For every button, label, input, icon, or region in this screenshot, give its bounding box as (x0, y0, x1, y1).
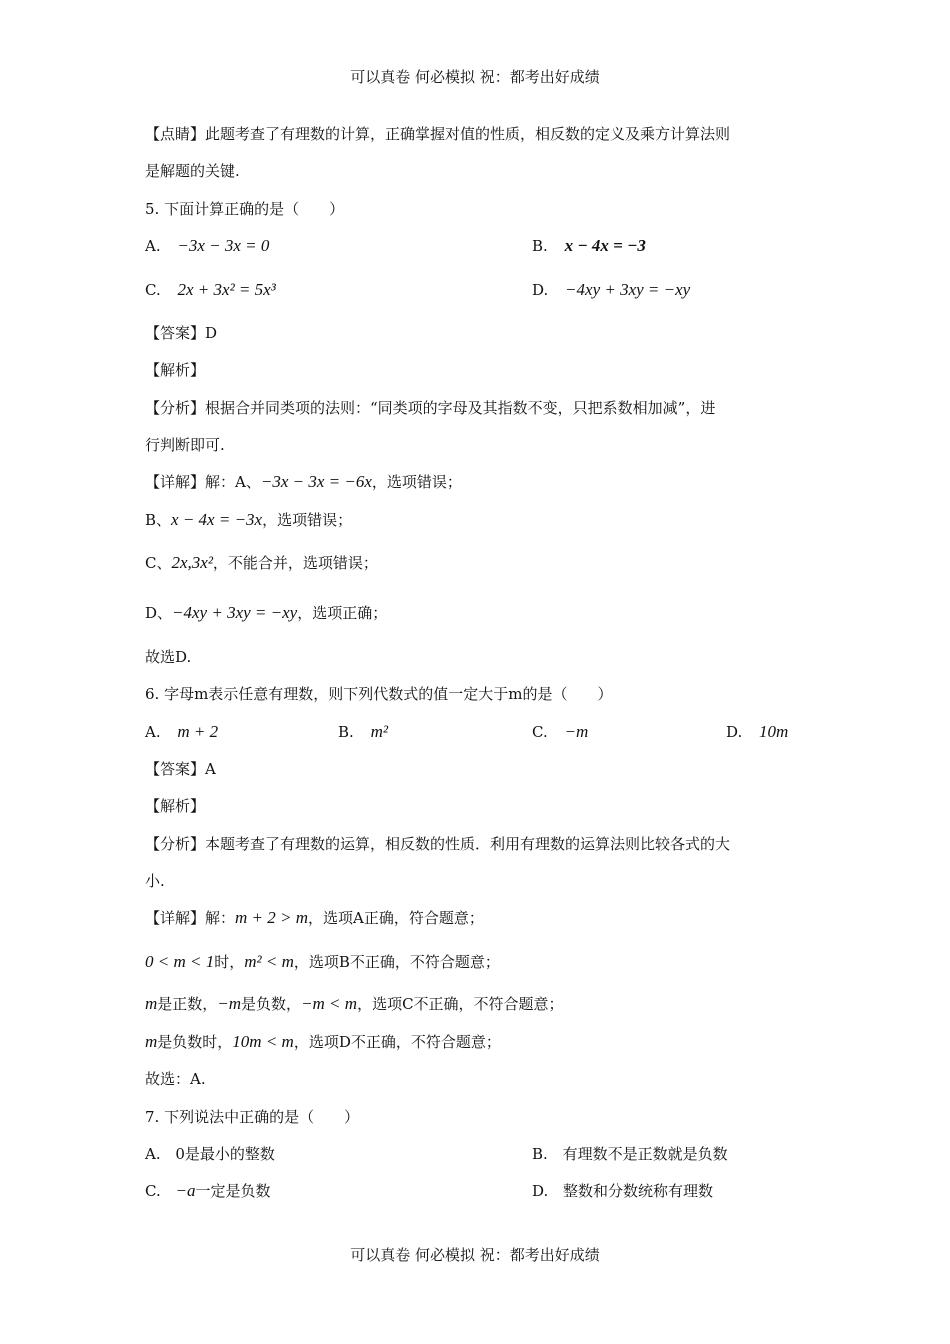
q6-jiexi: 【解析】 (145, 797, 206, 815)
q6-detail-2-math-1: 0 < m < 1 (145, 952, 215, 971)
q5-detail-c-math: 2x,3x² (171, 553, 213, 572)
q7-option-a-label: A. (145, 1145, 161, 1163)
q6-detail-2 (145, 952, 500, 972)
q6-detail-4-text-1: 是负数时， (157, 1033, 233, 1051)
q5-option-b-math: x − 4x = −3 (564, 236, 646, 255)
dianjing-line-2: 是解题的关键. (145, 162, 240, 180)
q5-detail-b-suffix: ，选项错误； (262, 511, 353, 529)
q6-analysis-2: 小. (145, 872, 165, 890)
q5-detail-a-math: −3x − 3x = −6x (260, 472, 372, 491)
question-6-stem: 6. 字母m表示任意有理数，则下列代数式的值一定大于m的是（ ） (145, 685, 613, 703)
q5-detail-d-math: −4xy + 3xy = −xy (172, 603, 298, 622)
q5-option-c-label: C. (145, 281, 161, 299)
q5-conclusion: 故选D. (145, 648, 192, 666)
q6-detail-4-suffix: ，选项D不正确，不符合题意； (293, 1033, 501, 1051)
q6-detail-2-mid: 时， (214, 953, 245, 971)
q6-detail-1-math: m + 2 > m (235, 908, 309, 927)
q6-detail-4-math-2: 10m < m (232, 1032, 294, 1051)
page-footer: 可以真卷 何必模拟 祝：都考出好成绩 (350, 1246, 600, 1264)
q7-option-c (145, 1181, 271, 1201)
question-7-stem: 7. 下列说法中正确的是（ ） (145, 1108, 360, 1126)
q6-detail-3-math-2: −m (217, 994, 242, 1013)
q6-option-d (726, 722, 788, 742)
q6-detail-3-text-2: 是负数， (241, 995, 302, 1013)
q7-option-c-label: C. (145, 1182, 161, 1200)
q5-option-a (145, 236, 269, 256)
q6-option-a-label: A. (145, 723, 161, 741)
q5-option-d-math: −4xy + 3xy = −xy (565, 280, 691, 299)
q5-analysis-2: 行判断即可. (145, 436, 225, 454)
dianjing-line-1: 【点睛】此题考查了有理数的计算，正确掌握对值的性质，相反数的定义及乘方计算法则 (145, 125, 731, 143)
q7-option-c-math: −a (175, 1181, 196, 1200)
q6-option-a-math: m + 2 (177, 722, 219, 741)
q6-option-d-label: D. (726, 723, 743, 741)
q5-jiexi: 【解析】 (145, 361, 206, 379)
q5-analysis-1: 【分析】根据合并同类项的法则：“同类项的字母及其指数不变，只把系数相加减”，进 (145, 399, 716, 417)
q6-option-c-math: −m (564, 722, 589, 741)
q6-detail-1-prefix: 【详解】解： (145, 909, 236, 927)
q6-option-d-math: 10m (759, 722, 789, 741)
q7-option-a-text: 0是最小的整数 (175, 1145, 275, 1163)
q5-detail-d-prefix: D、 (145, 604, 173, 622)
q6-detail-3-suffix: ，选项C不正确，不符合题意； (357, 995, 564, 1013)
q5-detail-d-suffix: ，选项正确； (297, 604, 388, 622)
q6-detail-3-math-3: −m < m (301, 994, 358, 1013)
q6-option-b (338, 722, 388, 742)
q5-option-b-label: B. (532, 237, 548, 255)
q5-detail-c (145, 553, 378, 573)
q5-option-c-math: 2x + 3x² = 5x³ (177, 280, 276, 299)
q7-option-b-text: 有理数不是正数就是负数 (562, 1145, 728, 1163)
q5-option-a-label: A. (145, 237, 161, 255)
q5-detail-c-prefix: C、 (145, 554, 172, 572)
q7-option-a (145, 1144, 275, 1164)
q6-option-c-label: C. (532, 723, 548, 741)
question-5-stem: 5. 下面计算正确的是（ ） (145, 200, 345, 218)
q6-detail-2-math-2: m² < m (244, 952, 294, 971)
q7-option-c-text: 一定是负数 (195, 1182, 271, 1200)
q5-detail-b (145, 510, 352, 530)
q5-detail-a-prefix: 【详解】解：A、 (145, 473, 261, 491)
q6-detail-1 (145, 908, 484, 928)
q5-detail-a (145, 472, 462, 492)
q5-option-d (532, 280, 690, 300)
q6-detail-1-suffix: ，选项A正确，符合题意； (308, 909, 484, 927)
q5-detail-a-suffix: ，选项错误； (371, 473, 462, 491)
q6-option-b-label: B. (338, 723, 354, 741)
q7-option-d-label: D. (532, 1182, 549, 1200)
q6-analysis-1: 【分析】本题考查了有理数的运算，相反数的性质．利用有理数的运算法则比较各式的大 (145, 835, 731, 853)
q6-detail-4-math-1: m (145, 1032, 158, 1051)
q6-detail-3-math-1: m (145, 994, 158, 1013)
q5-option-c (145, 280, 276, 300)
q6-conclusion: 故选：A. (145, 1070, 206, 1088)
q6-detail-2-suffix: ，选项B不正确，不符合题意； (293, 953, 500, 971)
q6-detail-3 (145, 994, 564, 1014)
q6-option-b-math: m² (370, 722, 388, 741)
q5-detail-d (145, 603, 387, 623)
page-header: 可以真卷 何必模拟 祝：都考出好成绩 (350, 68, 600, 86)
q5-option-b (532, 236, 646, 256)
q5-option-d-label: D. (532, 281, 549, 299)
q6-answer: 【答案】A (145, 760, 216, 778)
q6-detail-3-text-1: 是正数， (157, 995, 218, 1013)
q7-option-d (532, 1181, 713, 1201)
q7-option-b-label: B. (532, 1145, 548, 1163)
q6-detail-4 (145, 1032, 501, 1052)
q5-answer: 【答案】D (145, 324, 218, 342)
q5-option-a-math: −3x − 3x = 0 (177, 236, 270, 255)
q7-option-b (532, 1144, 728, 1164)
q5-detail-c-suffix: ，不能合并，选项错误； (212, 554, 378, 572)
q5-detail-b-math: x − 4x = −3x (171, 510, 263, 529)
q7-option-d-text: 整数和分数统称有理数 (563, 1182, 714, 1200)
q5-detail-b-prefix: B、 (145, 511, 172, 529)
q6-option-c (532, 722, 588, 742)
q6-option-a (145, 722, 218, 742)
